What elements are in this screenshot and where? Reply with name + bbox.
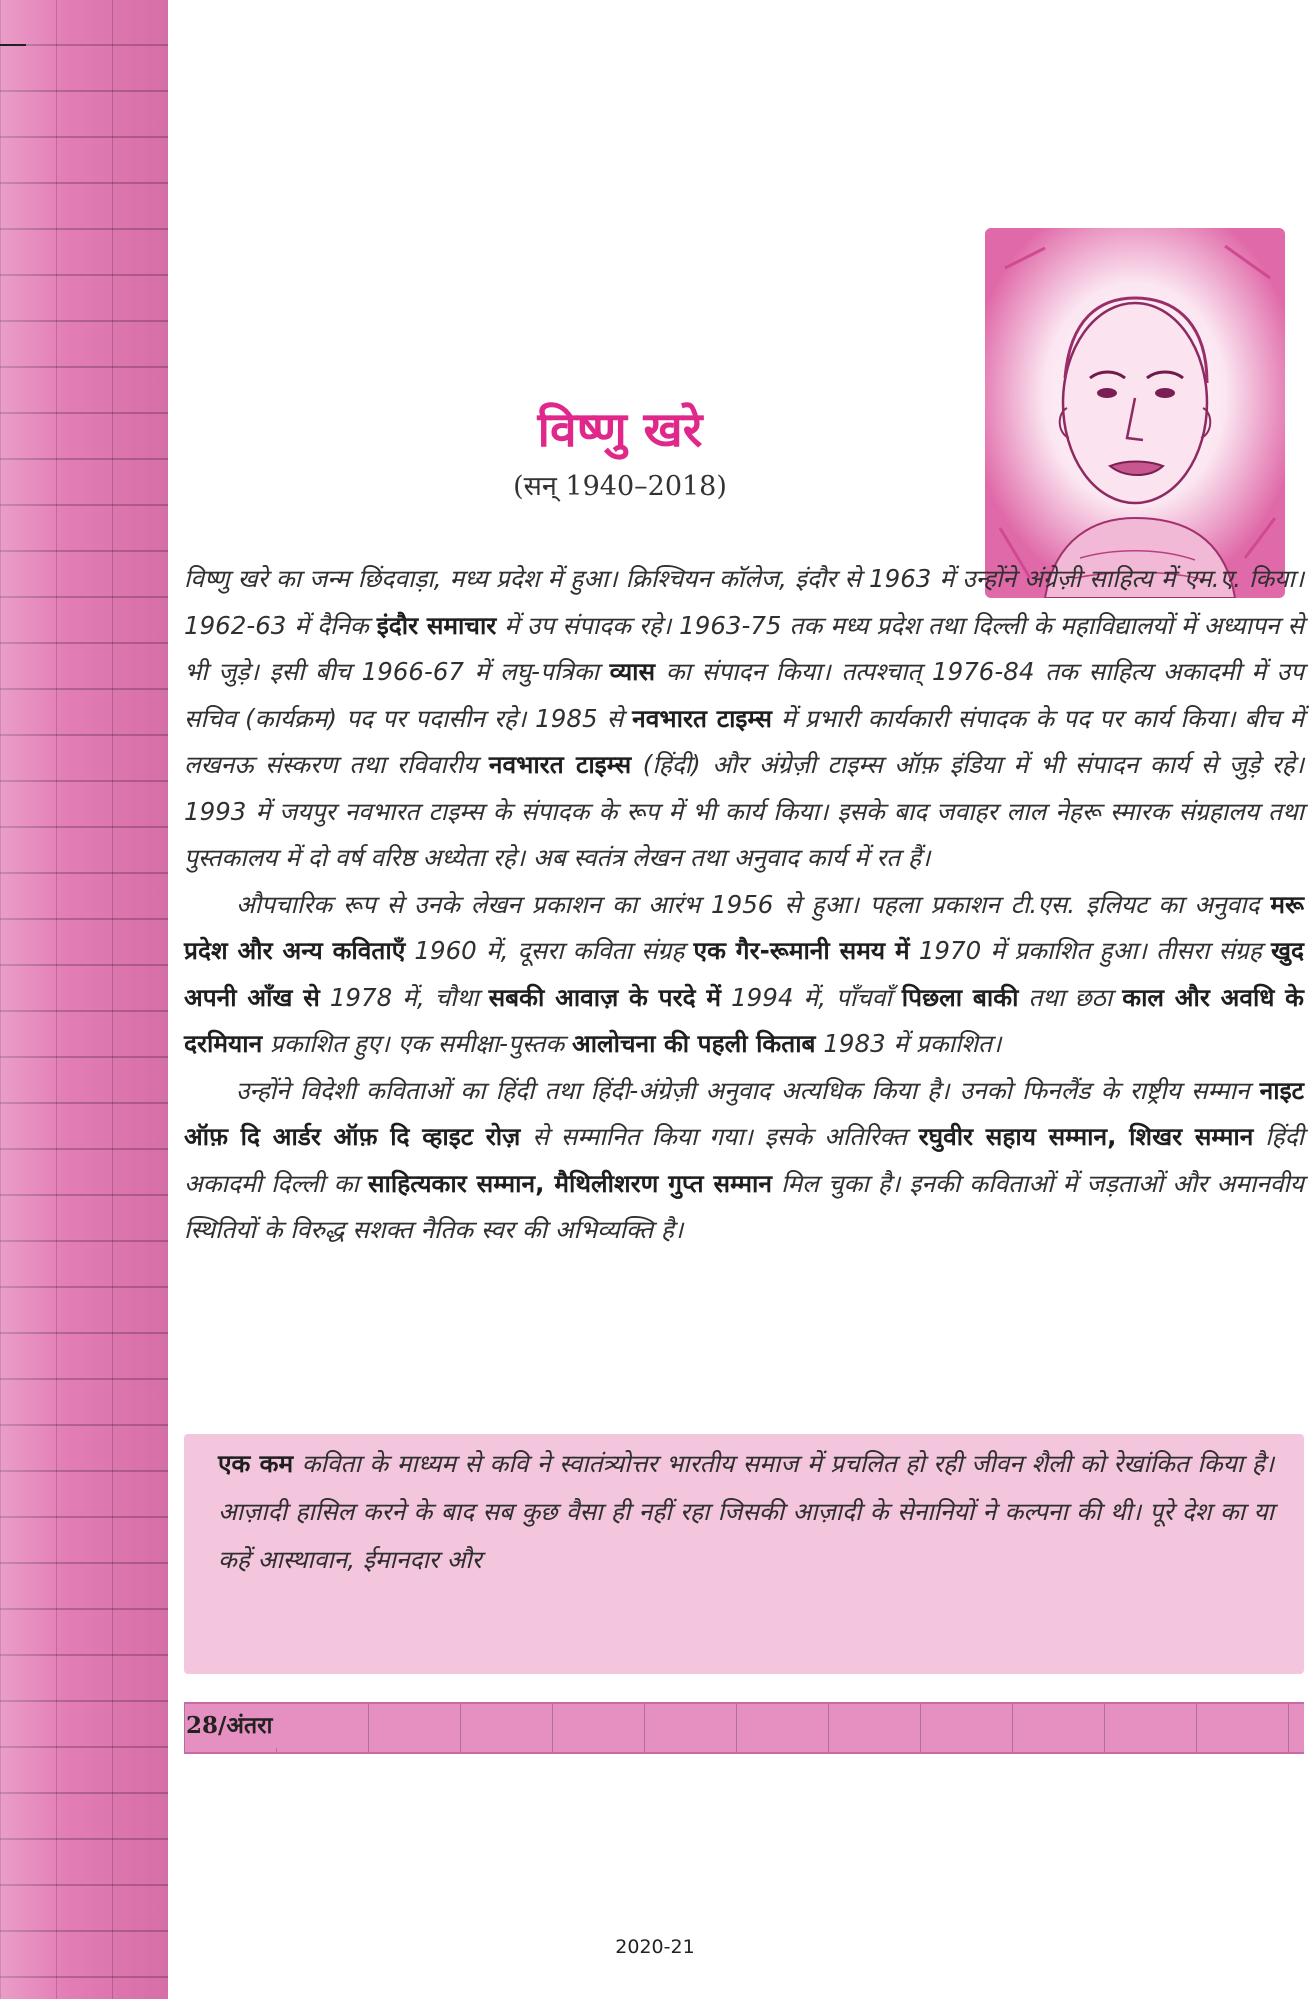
bold-title-text: साहित्यकार सम्मान, मैथिलीशरण गुप्त सम्मान <box>367 1168 772 1198</box>
bold-title-text: नाइट ऑफ़ दि आर्डर ऑफ़ दि व्हाइट रोज़ <box>184 1075 1304 1151</box>
body-text: का संपादन किया। तत्पश्चात् 1976-84 तक साहित्य अकादमी में उप सचिव (कार्यक्रम) पद पर पदासीन रहे। 1985 से <box>184 657 1304 733</box>
body-text: 1994 में, पाँचवाँ <box>721 982 902 1012</box>
decorative-brick-border <box>0 0 168 1999</box>
poem-intro-text <box>218 1440 1274 1584</box>
bold-title-text: रघुवीर सहाय सम्मान, शिखर सम्मान <box>918 1122 1254 1151</box>
bold-title-text: इंदौर समाचार <box>376 610 497 640</box>
body-text: विष्णु खरे का जन्म छिंदवाड़ा, मध्य प्रदेश में हुआ। क्रिश्चियन कॉलेज, इंदौर से 1963 में उन्होंने अंग्रेज़ी साहित्य में एम.ए. किया। 1962-63 में दैनिक <box>184 564 1304 640</box>
body-text: मिल चुका है। इनकी कविताओं में जड़ताओं और अमानवीय स्थितियों के विरुद्ध सशक्त नैतिक स्वर की अभिव्यक्ति है। <box>184 1168 1304 1244</box>
bold-title-text: नवभारत टाइम्स <box>632 703 772 733</box>
body-text: 1970 में प्रकाशित हुआ। तीसरा संग्रह <box>909 936 1271 965</box>
body-text: से सम्मानित किया गया। इसके अतिरिक्त <box>520 1122 919 1151</box>
bio-paragraph-3 <box>184 1068 1304 1254</box>
body-text: 1960 में, दूसरा कविता संग्रह <box>405 936 694 965</box>
body-text: कविता के माध्यम से कवि ने स्वातंत्र्योत्तर भारतीय समाज में प्रचलित हो रही जीवन शैली को रेखांकित किया है। आज़ादी हासिल करने के बाद सब कुछ वैसा ही नहीं रहा जिसकी आज़ादी के सेनानियों ने कल्पना की थी। पूरे देश का या कहें आस्थावान, ईमानदार और <box>218 1449 1274 1574</box>
bold-title-text: खुद अपनी आँख से <box>184 936 1304 1012</box>
body-text: में उप संपादक रहे। 1963-75 तक मध्य प्रदेश तथा दिल्ली के महाविद्यालयों में अध्यापन से भी जुड़े। इसी बीच 1966-67 में लघु-पत्रिका <box>184 610 1304 686</box>
bold-title-text: मरू प्रदेश और अन्य कविताएँ <box>184 889 1304 965</box>
body-text: उन्होंने विदेशी कविताओं का हिंदी तथा हिंदी-अंग्रेज़ी अनुवाद अत्यधिक किया है। उनको फिनलैंड के राष्ट्रीय सम्मान <box>236 1075 1260 1105</box>
bold-title-text: व्यास <box>609 657 656 686</box>
crop-mark <box>0 44 26 46</box>
body-text: हिंदी अकादमी दिल्ली का <box>184 1122 1304 1198</box>
footer-brick-band <box>184 1702 1304 1754</box>
body-text: में प्रभारी कार्यकारी संपादक के पद पर कार्य किया। बीच में लखनऊ संस्करण तथा रविवारीय <box>184 703 1304 779</box>
bold-title-text: पिछला बाकी <box>901 982 1019 1012</box>
author-name: विष्णु खरे <box>537 402 703 458</box>
bold-title-text: काल और अवधि के दरमियान <box>184 982 1305 1058</box>
body-text: तथा छठा <box>1018 982 1123 1012</box>
body-text: प्रकाशित हुए। एक समीक्षा-पुस्तक <box>262 1029 572 1058</box>
bold-title-text: नवभारत टाइम्स <box>488 750 632 779</box>
body-text: 1983 में प्रकाशित। <box>815 1029 1002 1058</box>
bio-paragraph-1 <box>184 556 1304 882</box>
author-biography <box>184 556 1304 1254</box>
bio-paragraph-2 <box>184 882 1304 1068</box>
bold-title-text: एक गैर-रूमानी समय में <box>693 936 910 965</box>
bold-title-text: सबकी आवाज़ के परदे में <box>488 982 722 1012</box>
page-number-label: 28/अंतरा <box>186 1704 314 1748</box>
body-text: 1978 में, चौथा <box>319 982 489 1012</box>
author-portrait <box>985 228 1285 598</box>
author-years: (सन् 1940–2018) <box>513 471 727 502</box>
bold-title-text: आलोचना की पहली किताब <box>571 1029 816 1058</box>
body-text: औपचारिक रूप से उनके लेखन प्रकाशन का आरंभ 1956 से हुआ। पहला प्रकाशन टी.एस. इलियट का अनुवाद <box>236 889 1271 919</box>
edition-year: 2020-21 <box>615 1936 695 1958</box>
bold-title-text: एक कम <box>218 1449 294 1478</box>
body-text: (हिंदी) और अंग्रेज़ी टाइम्स ऑफ़ इंडिया में भी संपादन कार्य से जुड़े रहे। 1993 में जयपुर नवभारत टाइम्स के संपादक के रूप में भी कार्य किया। इसके बाद जवाहर लाल नेहरू स्मारक संग्रहालय तथा पुस्तकालय में दो वर्ष वरिष्ठ अध्येता रहे। अब स्वतंत्र लेखन तथा अनुवाद कार्य में रत हैं। <box>184 750 1304 872</box>
